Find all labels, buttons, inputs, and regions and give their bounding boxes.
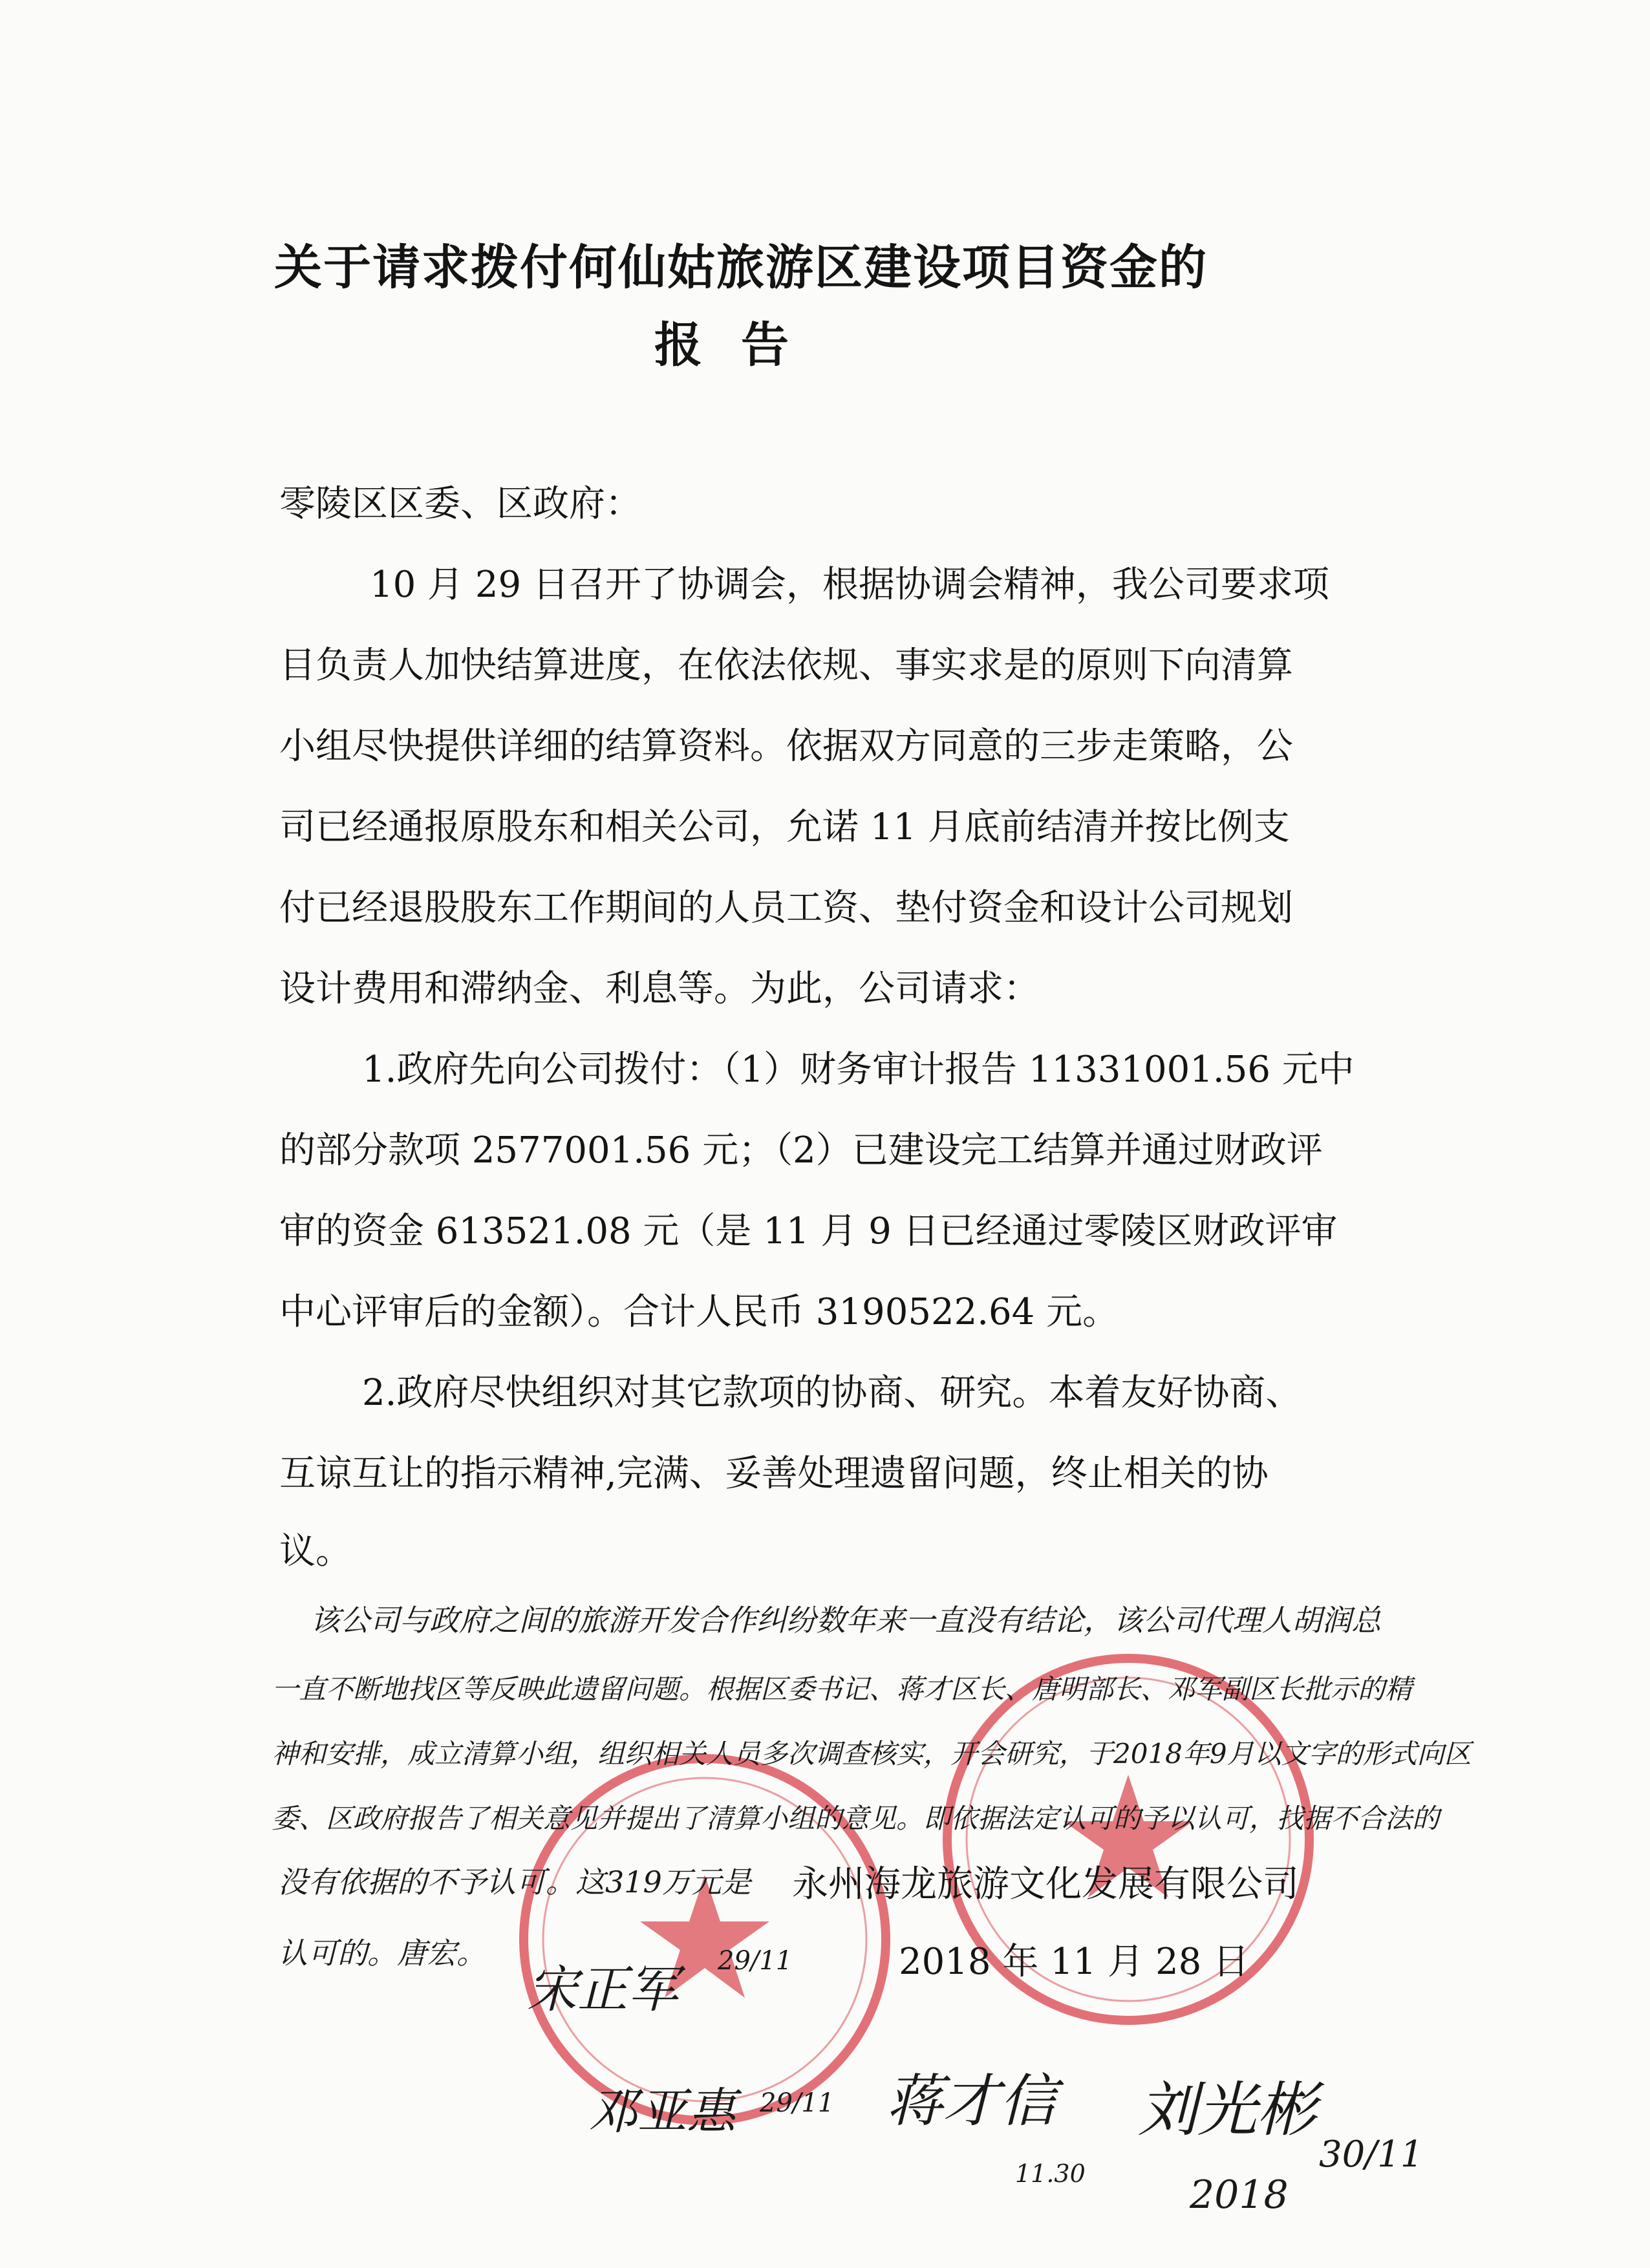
body-line-5: 付已经退股股东工作期间的人员工资、垫付资金和设计公司规划 (279, 887, 1293, 929)
body-line-4: 司已经通报原股东和相关公司，允诺 11 月底前结清并按比例支 (279, 806, 1290, 848)
company-name: 永州海龙旅游文化发展有限公司 (792, 1863, 1299, 1905)
handwritten-note-line-1: 该公司与政府之间的旅游开发合作纠纷数年来一直没有结论，该公司代理人胡润总 (310, 1603, 1381, 1638)
body-line-12: 互谅互让的指示精神,完满、妥善处理遗留问题，终止相关的协 (279, 1453, 1269, 1495)
body-line-9: 审的资金 613521.08 元（是 11 月 9 日已经通过零陵区财政评审 (279, 1210, 1338, 1252)
body-line-10: 中心评审后的金额）。合计人民币 3190522.64 元。 (279, 1291, 1119, 1333)
handwritten-note-line-6: 认可的。唐宏。 (278, 1936, 486, 1971)
signature-2: 邓亚惠 (588, 2082, 736, 2140)
body-line-8: 的部分款项 2577001.56 元；（2）已建设完工结算并通过财政评 (279, 1129, 1323, 1171)
signature-3: 蒋才信 (886, 2068, 1057, 2134)
body-line-2: 目负责人加快结算进度，在依法依规、事实求是的原则下向清算 (279, 645, 1293, 687)
document-title-report: 报告 (654, 317, 828, 373)
body-line-3: 小组尽快提供详细的结算资料。依据双方同意的三步走策略，公 (279, 725, 1293, 767)
handwritten-note-line-3: 神和安排，成立清算小组，组织相关人员多次调查核实，开会研究，于2018年9月以文字的形式向区 (272, 1738, 1472, 1770)
body-line-11: 2.政府尽快组织对其它款项的协商、研究。本着友好协商、 (362, 1372, 1302, 1414)
signature-2-date: 29/11 (760, 2088, 835, 2118)
signature-1-date: 29/11 (718, 1946, 793, 1976)
handwritten-note-line-2: 一直不断地找区等反映此遗留问题。根据区委书记、蒋才区长、唐明部长、邓军副区长批示的精 (272, 1673, 1413, 1705)
addressee: 零陵区区委、区政府： (279, 483, 641, 525)
document-title: 关于请求拨付何仙姑旅游区建设项目资金的 (274, 240, 1208, 295)
signature-4-date: 30/11 (1319, 2134, 1424, 2176)
signature-1: 宋正军 (527, 1961, 679, 2019)
body-line-6: 设计费用和滞纳金、利息等。为此，公司请求： (279, 968, 1040, 1010)
handwritten-note-line-4: 委、区政府报告了相关意见并提出了清算小组的意见。即依据法定认可的予以认可，找据不合法的 (272, 1803, 1440, 1834)
document-date: 2018 年 11 月 28 日 (899, 1941, 1250, 1983)
body-line-13: 议。 (279, 1530, 352, 1572)
signature-3-date: 11.30 (1015, 2159, 1086, 2188)
signature-4: 刘光彬 (1138, 2075, 1317, 2145)
handwritten-note-line-5: 没有依据的不予认可。这319万元是 (278, 1865, 751, 1899)
signature-4-year: 2018 (1190, 2172, 1289, 2218)
body-line-7: 1.政府先向公司拨付：（1）财务审计报告 11331001.56 元中 (362, 1049, 1355, 1091)
body-line-1: 10 月 29 日召开了协调会，根据协调会精神，我公司要求项 (370, 564, 1329, 606)
